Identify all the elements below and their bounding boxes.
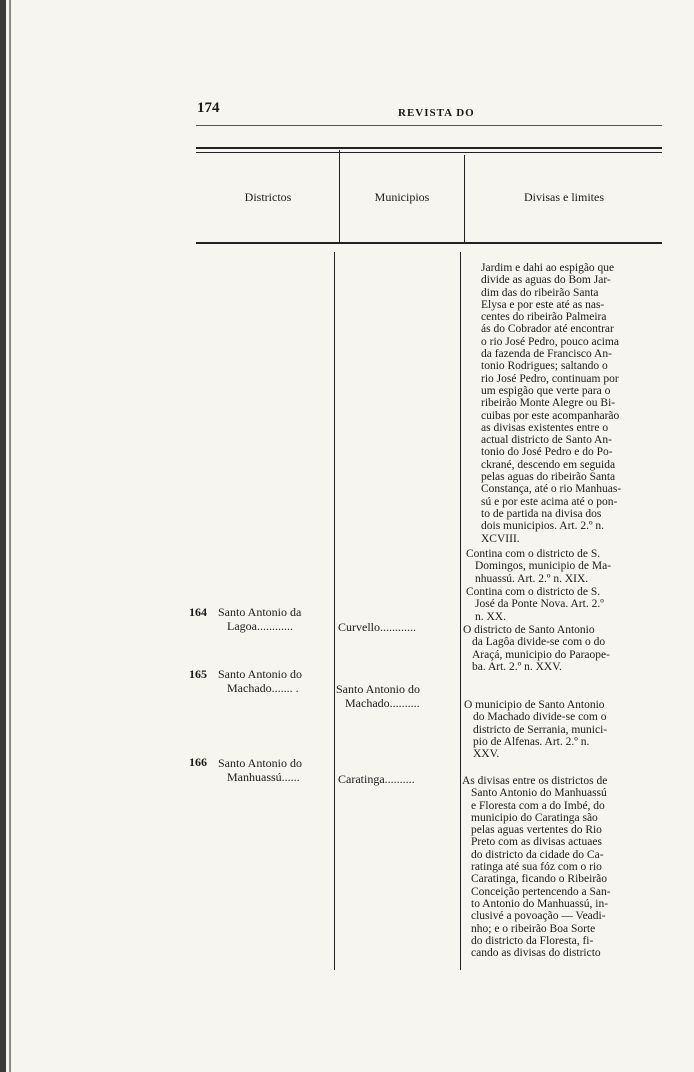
column-header-districts: Districtos [244, 190, 292, 204]
entry-number: 165 [189, 667, 207, 681]
page-edge-shadow [0, 0, 6, 1072]
column-header-limits: Divisas e limites [524, 190, 604, 204]
municipio-name: Curvello............ [338, 620, 416, 634]
entry-number: 164 [189, 605, 207, 619]
district-name: Santo Antonio do Machado....... . [218, 667, 303, 695]
limits-note-domingos: Contina com o districto de S. Domingos, municipio de Ma- nhuassú. Art. 2.º n. XIX. [466, 548, 612, 585]
page-edge-line [9, 0, 11, 1072]
table-top-rule [196, 147, 662, 149]
district-name: Santo Antonio da Lagoa............ [218, 605, 302, 633]
municipio-name: Caratinga.......... [338, 772, 415, 786]
municipio-name: Santo Antonio do Machado.......... [336, 682, 421, 710]
column-divider-2 [460, 252, 461, 970]
page-number: 174 [197, 100, 220, 116]
column-divider-2-head [464, 155, 465, 242]
limits-note-ponte-nova: Contina com o districto de S. José da Ponte Nova. Art. 2.º n. XX. [466, 586, 604, 623]
column-header-municipalities: Municipios [374, 190, 430, 204]
limits-text: As divisas entre os districtos de Santo Antonio do Manhuassú e Floresta com a do Imbé, do municipio do Caratinga são pelas aguas vertentes do Rio Preto com as divisas actuaes do districto da cidade do Ca- ratinga até sua fóz com o rio Caratinga, ficando o Ribeirão Conceição pertencendo a San- to Antonio do Manhuassú, in- clusivé a povoação — Veadi- nho; e o ribeirão Boa Sorte do districto da Floresta, fi- cando as divisas do districto [462, 775, 611, 960]
limits-text: O municipio de Santo Antonio do Machado divide-se com o districto de Serrania, munici- pio de Alfenas. Art. 2.º n. XXV. [464, 699, 608, 761]
column-divider-1 [334, 252, 335, 970]
limits-text: O districto de Santo Antonio da Lagôa divide-se com o do Araçá, municipio do Paraope- ba. Art. 2.º n. XXV. [463, 624, 610, 673]
table-top-rule-inner [196, 152, 662, 153]
header-rule [196, 125, 662, 126]
limits-continuation-text: Jardim e dahi ao espigão que divide as aguas do Bom Jar- dim das do ribeirão Santa Elysa e por este até as nas- centes do ribeirão Palmeira ás do Cobrador até encontrar o rio José Pedro, pouco acima da fazenda de Francisco An- tonio Rodrigues; saltando o rio José Pedro, continuam por um espigão que verte para o ribeirão Monte Alegre ou Bi- cuibas por este acompanharão as divisas existentes entre o actual districto de Santo An- tonio do José Pedro e do Po- ckrané, descendo em seguida pelas aguas do ribeirão Santa Constança, até o rio Manhuas- sú e por este acima até o pon- to de partida na divisa dos dois municipios. Art. 2.º n. XCVIII. [481, 262, 622, 545]
table-header-rule [196, 242, 662, 244]
column-divider-1-head [339, 150, 340, 242]
entry-number: 166 [189, 755, 207, 769]
district-name: Santo Antonio do Manhuassú...... [218, 756, 303, 784]
running-title: REVISTA DO [398, 107, 475, 119]
